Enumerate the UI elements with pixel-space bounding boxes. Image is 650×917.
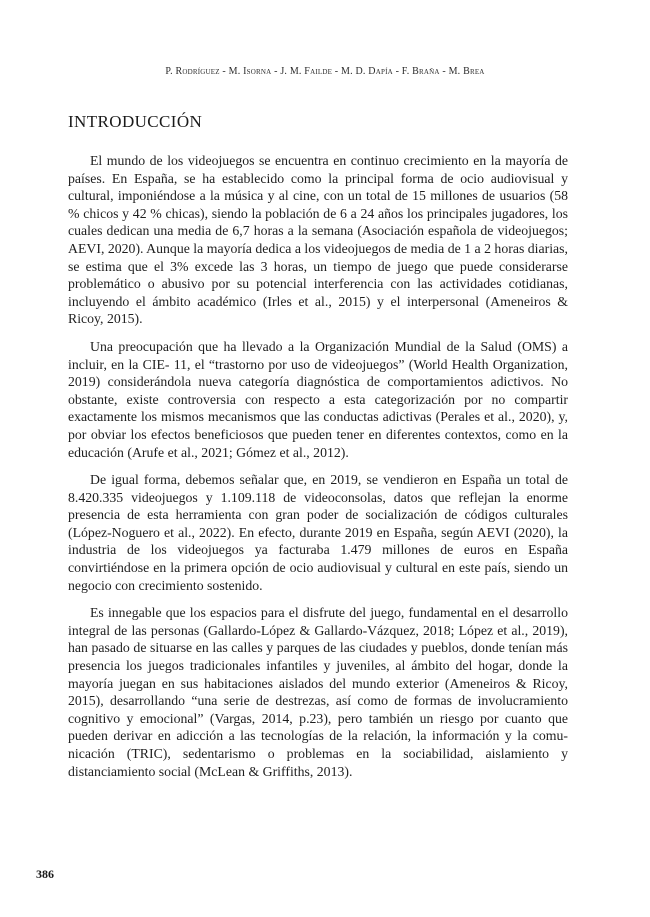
paragraph-2: Una preocupación que ha llevado a la Organización Mundial de la Salud (OMS) a incluir, en la CIE- 11, el “trastorno por uso de videojuegos” (World Health Organization, 2019) considerándola nueva categoría diagnóstica de comportamientos adictivos. No obstante, existe controversia con respecto a esta categorización por no compartir exactamente los mismos mecanismos que las conductas adictivas (Perales et al., 2020), y, por obviar los efectos beneficiosos que pueden tener en diferentes contextos, como en la educación (Arufe et al., 2021; Gómez et al., 2012). bbox=[68, 338, 568, 460]
running-head: P. Rodríguez - M. Isorna - J. M. Failde - M. D. Dapía - F. Braña - M. Brea bbox=[165, 66, 485, 77]
paragraph-4: Es innegable que los espacios para el disfrute del juego, fundamental en el desarrollo integral de las personas (Gallardo-López & Gallardo-Vázquez, 2018; López et al., 2019), han pasado de situarse en las calles y parques de las ciudades y pueblos, donde tenían más presencia los juegos tradicionales infantiles y juveniles, al ámbito del hogar, donde la mayoría juegan en sus habitaciones aislados del mundo exterior (Ameneiros & Ricoy, 2015), desarrollando “una serie de destrezas, así como de formas de involucramiento cognitivo y emocional” (Vargas, 2014, p.23), pero también un riesgo por cuanto que pueden derivar en adicción a las tecnologías de la relación, la información y la comunicación (TRIC), sedentarismo o problemas en la sociabilidad, aislamiento y distanciamiento social (McLean & Griffiths, 2013). bbox=[68, 605, 568, 779]
page-number: 386 bbox=[36, 867, 54, 881]
body-text bbox=[68, 152, 568, 790]
section-title: INTRODUCCIÓN bbox=[68, 112, 203, 131]
paragraph-1: El mundo de los videojuegos se encuentra en continuo crecimiento en la mayoría de países. En España, se ha establecido como la principal forma de ocio audiovisual y cultural, imponiéndose a la música y al cine, con un total de 15 millones de usuarios (58 % chicos y 42 % chicas), siendo la población de 6 a 24 años los principales jugadores, los cuales dedican una media de 6,7 horas a la semana (Asociación española de videojuegos; AEVI, 2020). Aunque la mayoría dedica a los videojuegos de media de 1 a 2 horas diarias, se estima que el 3% excede las 3 horas, un tiempo de juego que puede considerarse problemático o abusivo por su potencial interferencia con las actividades cotidianas, incluyendo el ámbito académico (Irles et al., 2015) y el interpersonal (Ameneiros & Ricoy, 2015). bbox=[68, 153, 568, 327]
paragraph-3: De igual forma, debemos señalar que, en 2019, se vendieron en España un total de 8.420.335 videojuegos y 1.109.118 de videoconsolas, datos que reflejan la enorme presencia de esta herramienta con gran poder de socialización de códigos culturales (López-Noguero et al., 2022). En efecto, durante 2019 en España, según AEVI (2020), la industria de los videojuegos ya facturaba 1.479 millones de euros en España convirtiéndose en la primera opción de ocio audiovisual y cultural en este país, siendo un negocio con crecimiento sostenido. bbox=[68, 472, 568, 593]
